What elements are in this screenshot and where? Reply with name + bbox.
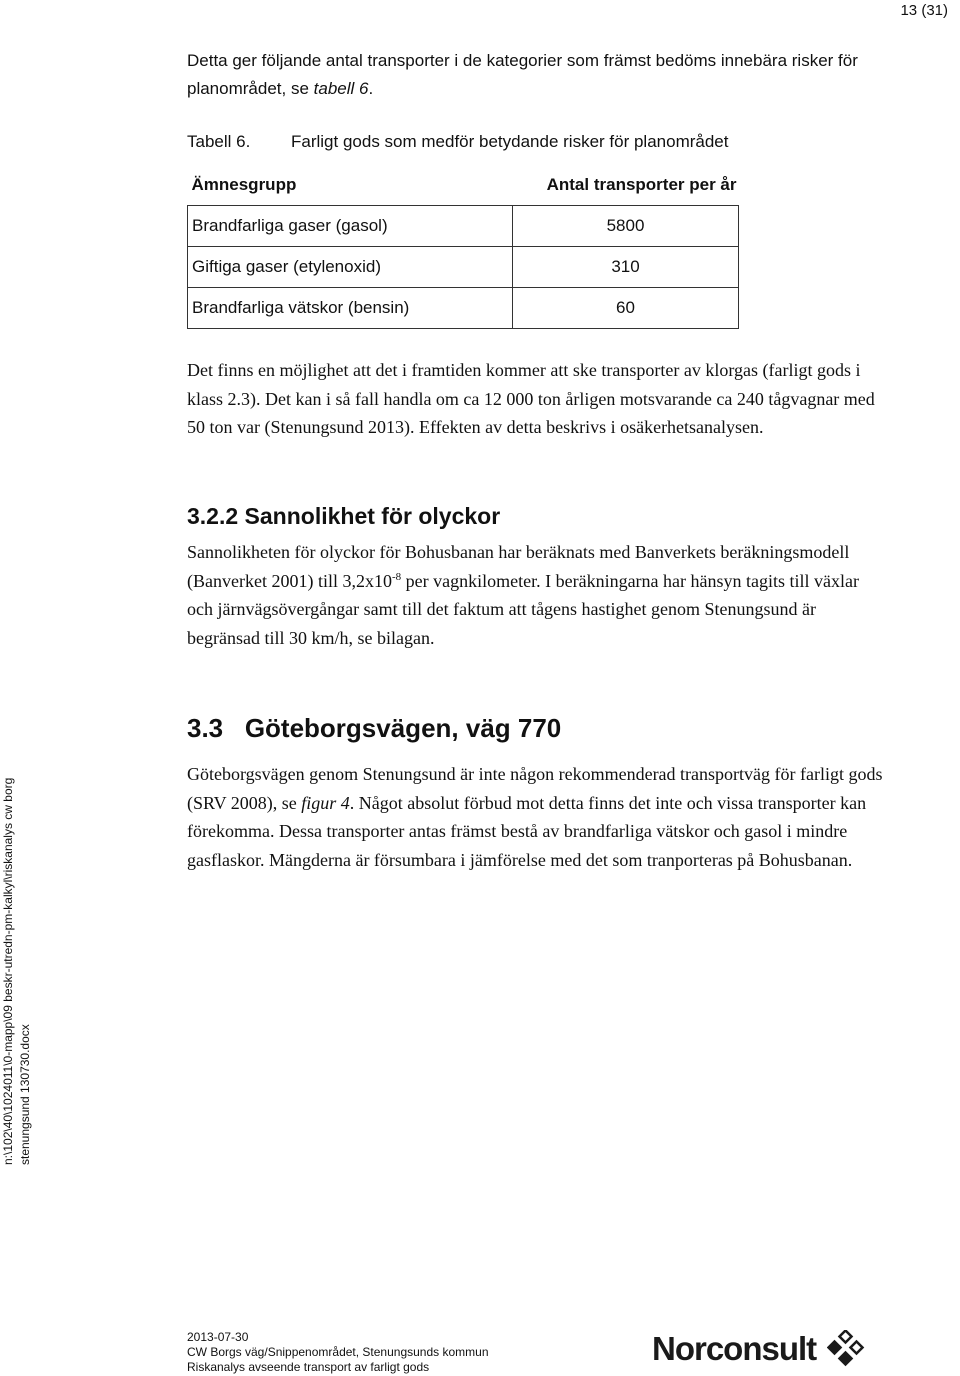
chlorine-paragraph: Det finns en möjlighet att det i framtiden kommer att ske transporter av klorgas (farligt gods i klass 2.3). Det kan i så fall handla om ca 12 000 ton årligen motsvarande ca 240 tågvagnar med 50 ton var (Stenungsund 2013). Effekten av detta beskrivs i osäkerhetsanalysen. xyxy=(187,360,875,437)
file-path-line-1: n:\102\40\1024011\0-mapp\09 beskr-utredn-pm-kalkyl\riskanalys cw borg xyxy=(1,777,15,1165)
header-transports-per-year: Antal transporter per år xyxy=(546,175,737,194)
footer-document-title: Riskanalys avseende transport av farligt gods xyxy=(187,1360,430,1374)
table-header-row xyxy=(188,165,739,206)
table-row xyxy=(188,206,739,247)
page-number: 13 (31) xyxy=(900,2,948,19)
cell-count: 310 xyxy=(513,247,739,288)
footer-date: 2013-07-30 xyxy=(187,1330,249,1344)
probability-text-a: Sannolikheten för olyckor för Bohusbanan har beräknats med Banverkets beräkningsmodell (Banverket 2001) till 3,2x10 xyxy=(187,542,850,591)
figure-reference-link[interactable]: figur 4 xyxy=(301,792,350,813)
intro-paragraph xyxy=(187,47,877,103)
goteborgsvagen-text-b: . Något absolut förbud mot detta finns det inte och vissa transporter kan förekomma. Dessa transporter antas främst bestå av brandfarliga vätskor och gasol i mindre gasflaskor. Mängderna är försumbara i jämförelse med det som tranporteras på Bohusbanan. xyxy=(187,792,867,870)
cell-count: 60 xyxy=(513,288,739,329)
header-substance-group: Ämnesgrupp xyxy=(191,175,297,194)
footer xyxy=(187,1330,489,1375)
table-row xyxy=(188,288,739,329)
norconsult-diamond-logo-icon xyxy=(827,1330,867,1370)
cell-substance: Giftiga gaser (etylenoxid) xyxy=(188,247,513,288)
probability-exponent: -8 xyxy=(391,570,402,583)
cell-count: 5800 xyxy=(513,206,739,247)
intro-end: . xyxy=(368,79,374,98)
cell-substance: Brandfarliga vätskor (bensin) xyxy=(188,288,513,329)
transport-table xyxy=(187,165,739,329)
probability-paragraph xyxy=(187,538,887,652)
table-reference-link[interactable]: tabell 6 xyxy=(313,79,369,98)
table-row xyxy=(188,247,739,288)
goteborgsvagen-text-a: Göteborgsvägen genom Stenungsund är inte någon rekommenderad transportväg för farligt gods (SRV 2008), se xyxy=(187,764,883,813)
section-heading-3-3: 3.3 Göteborgsvägen, väg 770 xyxy=(187,713,562,743)
table-caption-label: Tabell 6. xyxy=(187,132,251,151)
table-caption xyxy=(187,132,729,152)
logo-wordmark: Norconsult xyxy=(652,1330,817,1367)
goteborgsvagen-paragraph xyxy=(187,760,887,874)
file-path-line-2: stenungsund 130730.docx xyxy=(18,1024,32,1165)
section-heading-3-2-2: 3.2.2 Sannolikhet för olyckor xyxy=(187,503,501,529)
intro-text: Detta ger följande antal transporter i de kategorier som främst bedöms innebära risker för planområdet, se xyxy=(187,51,858,98)
table-caption-title: Farligt gods som medför betydande risker för planområdet xyxy=(291,132,729,151)
cell-substance: Brandfarliga gaser (gasol) xyxy=(188,206,513,247)
norconsult-logo xyxy=(652,1330,867,1370)
probability-text-b: per vagnkilometer. I beräkningarna har hänsyn tagits till växlar och järnvägsövergångar samt till det faktum att tågens hastighet genom Stenungsund är begränsad till 30 km/h, se bilagan. xyxy=(187,570,859,648)
footer-project: CW Borgs väg/Snippenområdet, Stenungsunds kommun xyxy=(187,1345,489,1359)
file-path-margin xyxy=(0,777,40,1165)
